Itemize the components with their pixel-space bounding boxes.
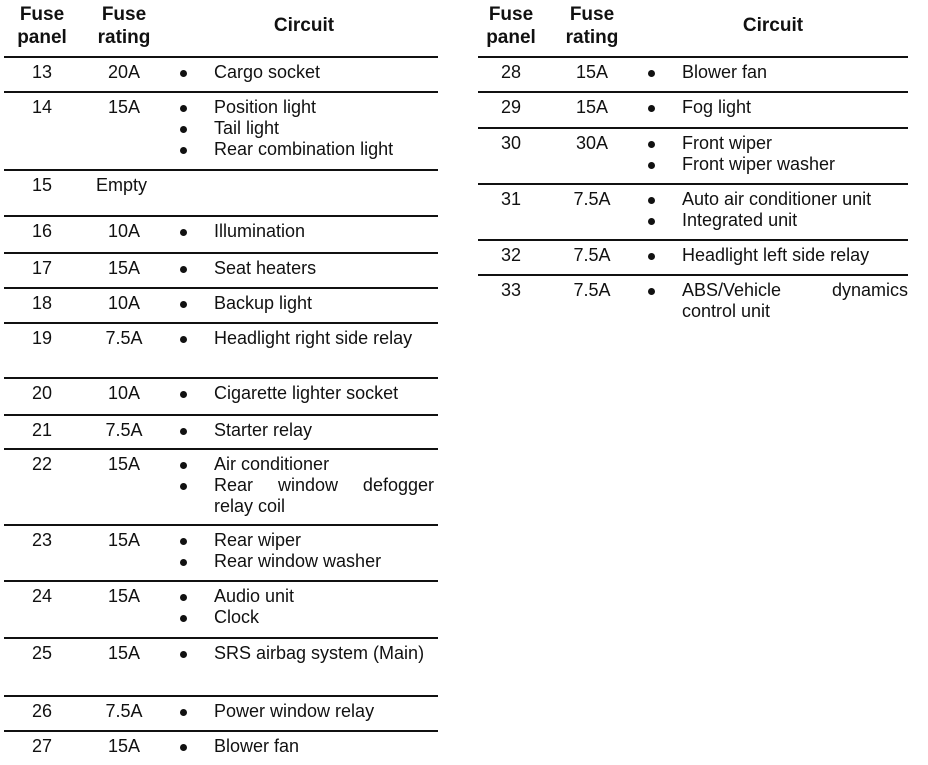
circuit-label: Cargo socket: [214, 62, 321, 82]
bullet-icon: [648, 288, 655, 295]
bullet-icon: [648, 218, 655, 225]
fuse-rating: 15A: [107, 97, 141, 117]
fuse-panel-number: 28: [500, 62, 522, 82]
bullet-icon: [180, 483, 187, 490]
circuit-item: [642, 245, 908, 266]
header-panel-line2: panel: [17, 27, 67, 48]
circuit-list: [642, 280, 908, 322]
table-row: [4, 58, 438, 93]
fuse-panel-number: 14: [31, 97, 53, 117]
fuse-rating: 15A: [107, 736, 141, 756]
circuit-label: Auto air conditioner unit: [682, 189, 872, 209]
table-row: [4, 416, 438, 450]
circuit-item: [174, 701, 434, 722]
fuse-panel-number: 33: [500, 280, 522, 300]
fuse-rating: 7.5A: [573, 245, 611, 265]
table-header: [4, 0, 438, 58]
circuit-item: [642, 280, 908, 322]
circuit-label: Blower fan: [682, 62, 768, 82]
circuit-list: [174, 701, 434, 722]
bullet-icon: [180, 147, 187, 154]
fuse-rating: Empty: [96, 175, 148, 195]
circuit-label: Front wiper washer: [682, 154, 836, 174]
circuit-label: Rear wiper: [214, 530, 302, 550]
fuse-table-left: [4, 0, 438, 765]
fuse-rating: 7.5A: [573, 280, 611, 300]
circuit-list: [174, 293, 434, 314]
circuit-item: [174, 293, 434, 314]
table-row: [4, 289, 438, 324]
circuit-label: ABS/Vehicle dynamics control unit: [682, 280, 908, 321]
circuit-item: [642, 154, 908, 175]
circuit-item: [174, 258, 434, 279]
fuse-panel-number: 21: [31, 420, 53, 440]
table-row: [4, 379, 438, 416]
table-row: [4, 171, 438, 217]
table-row: [4, 697, 438, 732]
fuse-table-right: [478, 0, 908, 326]
circuit-item: [174, 530, 434, 551]
circuit-label: Integrated unit: [682, 210, 798, 230]
bullet-icon: [648, 162, 655, 169]
fuse-panel-number: 30: [500, 133, 522, 153]
circuit-list: [642, 245, 908, 266]
circuit-item: [174, 454, 434, 475]
circuit-list: [174, 420, 434, 441]
circuit-list: [174, 586, 434, 628]
circuit-item: [174, 551, 434, 572]
circuit-label: Front wiper: [682, 133, 773, 153]
fuse-rating: 10A: [107, 383, 141, 403]
header-rating-line1: Fuse: [569, 4, 615, 25]
circuit-label: Backup light: [214, 293, 313, 313]
header-rating-line1: Fuse: [101, 4, 147, 25]
table-header: [478, 0, 908, 58]
circuit-list: [174, 328, 434, 349]
table-row: [4, 582, 438, 639]
header-fuse-rating: [554, 3, 630, 49]
circuit-label: Rear combination light: [214, 139, 394, 159]
bullet-icon: [180, 709, 187, 716]
table-row: [4, 450, 438, 526]
bullet-icon: [648, 105, 655, 112]
fuse-panel-number: 27: [31, 736, 53, 756]
bullet-icon: [180, 266, 187, 273]
circuit-label: SRS airbag system (Main): [214, 643, 425, 663]
fuse-panel-number: 22: [31, 454, 53, 474]
circuit-list: [642, 133, 908, 175]
header-panel-line1: Fuse: [488, 4, 534, 25]
table-row: [478, 129, 908, 185]
fuse-rating: 7.5A: [105, 328, 143, 348]
bullet-icon: [648, 253, 655, 260]
fuse-panel-number: 23: [31, 530, 53, 550]
header-circuit: Circuit: [273, 15, 335, 36]
circuit-item: [174, 736, 434, 757]
bullet-icon: [180, 594, 187, 601]
fuse-panel-number: 24: [31, 586, 53, 606]
fuse-panel-number: 15: [31, 175, 53, 195]
rows-right: [478, 58, 908, 326]
header-panel-line2: panel: [486, 27, 536, 48]
circuit-label: Position light: [214, 97, 317, 117]
circuit-item: [174, 586, 434, 607]
bullet-icon: [180, 229, 187, 236]
header-rating-line2: rating: [97, 27, 151, 48]
table-row: [478, 241, 908, 276]
table-row: [478, 58, 908, 93]
circuit-label: Air conditioner: [214, 454, 330, 474]
circuit-label: Rear window defogger relay coil: [214, 475, 434, 516]
circuit-label: Cigarette lighter socket: [214, 383, 399, 403]
circuit-item: [174, 118, 434, 139]
table-row: [478, 93, 908, 129]
circuit-item: [174, 643, 434, 664]
fuse-rating: 7.5A: [105, 701, 143, 721]
circuit-item: [174, 221, 434, 242]
circuit-item: [174, 607, 434, 628]
fuse-rating: 15A: [575, 97, 609, 117]
circuit-item: [642, 62, 908, 83]
fuse-rating: 7.5A: [105, 420, 143, 440]
circuit-label: Starter relay: [214, 420, 313, 440]
circuit-label: Fog light: [682, 97, 752, 117]
circuit-list: [174, 258, 434, 279]
circuit-list: [642, 97, 908, 118]
fuse-rating: 15A: [107, 258, 141, 278]
table-row: [4, 324, 438, 379]
fuse-panel-number: 19: [31, 328, 53, 348]
circuit-label: Headlight left side relay: [682, 245, 870, 265]
circuit-label: Headlight right side relay: [214, 328, 413, 348]
fuse-rating: 15A: [107, 643, 141, 663]
fuse-panel-number: 17: [31, 258, 53, 278]
circuit-item: [174, 328, 434, 349]
bullet-icon: [180, 70, 187, 77]
circuit-item: [642, 97, 908, 118]
bullet-icon: [648, 197, 655, 204]
table-row: [4, 254, 438, 289]
bullet-icon: [180, 301, 187, 308]
circuit-label: Seat heaters: [214, 258, 317, 278]
circuit-list: [174, 97, 434, 160]
circuit-item: [174, 383, 434, 404]
fuse-panel-number: 18: [31, 293, 53, 313]
fuse-rating: 15A: [107, 454, 141, 474]
fuse-rating: 15A: [107, 530, 141, 550]
fuse-panel-number: 25: [31, 643, 53, 663]
bullet-icon: [180, 651, 187, 658]
table-row: [478, 185, 908, 241]
bullet-icon: [180, 126, 187, 133]
fuse-rating: 10A: [107, 221, 141, 241]
table-row: [4, 217, 438, 254]
circuit-item: [642, 189, 908, 210]
bullet-icon: [180, 336, 187, 343]
fuse-rating: 30A: [575, 133, 609, 153]
circuit-list: [174, 736, 434, 757]
fuse-panel-number: 16: [31, 221, 53, 241]
circuit-item: [174, 62, 434, 83]
header-fuse-rating: [86, 3, 162, 49]
circuit-list: [642, 189, 908, 231]
table-row: [4, 93, 438, 171]
circuit-item: [642, 210, 908, 231]
bullet-icon: [180, 744, 187, 751]
circuit-list: [174, 530, 434, 572]
bullet-icon: [180, 615, 187, 622]
table-row: [478, 276, 908, 326]
header-panel-line1: Fuse: [19, 4, 65, 25]
fuse-rating: 20A: [107, 62, 141, 82]
circuit-list: [174, 221, 434, 242]
circuit-list: [174, 383, 434, 404]
circuit-list: [174, 454, 434, 517]
fuse-rating: 15A: [575, 62, 609, 82]
circuit-item: [174, 475, 434, 517]
bullet-icon: [180, 462, 187, 469]
fuse-rating: 10A: [107, 293, 141, 313]
circuit-item: [174, 97, 434, 118]
header-circuit: Circuit: [742, 15, 804, 36]
rows-left: [4, 58, 438, 765]
bullet-icon: [180, 559, 187, 566]
bullet-icon: [180, 391, 187, 398]
fuse-panel-number: 29: [500, 97, 522, 117]
fuse-panel-number: 20: [31, 383, 53, 403]
header-fuse-panel: [478, 3, 544, 49]
circuit-label: Illumination: [214, 221, 306, 241]
circuit-item: [642, 133, 908, 154]
fuse-rating: 15A: [107, 586, 141, 606]
circuit-list: [642, 62, 908, 83]
fuse-panel-number: 13: [31, 62, 53, 82]
bullet-icon: [648, 141, 655, 148]
fuse-panel-number: 32: [500, 245, 522, 265]
circuit-label: Clock: [214, 607, 260, 627]
header-fuse-panel: [4, 3, 80, 49]
bullet-icon: [180, 428, 187, 435]
circuit-label: Rear window washer: [214, 551, 382, 571]
circuit-list: [174, 62, 434, 83]
table-row: [4, 732, 438, 765]
circuit-label: Blower fan: [214, 736, 300, 756]
circuit-label: Power window relay: [214, 701, 375, 721]
fuse-rating: 7.5A: [573, 189, 611, 209]
circuit-label: Tail light: [214, 118, 280, 138]
circuit-label: Audio unit: [214, 586, 295, 606]
circuit-item: [174, 420, 434, 441]
bullet-icon: [648, 70, 655, 77]
bullet-icon: [180, 105, 187, 112]
fuse-panel-number: 31: [500, 189, 522, 209]
table-row: [4, 639, 438, 697]
bullet-icon: [180, 538, 187, 545]
fuse-panel-number: 26: [31, 701, 53, 721]
circuit-list: [174, 643, 434, 664]
circuit-item: [174, 139, 434, 160]
header-rating-line2: rating: [565, 27, 619, 48]
table-row: [4, 526, 438, 582]
